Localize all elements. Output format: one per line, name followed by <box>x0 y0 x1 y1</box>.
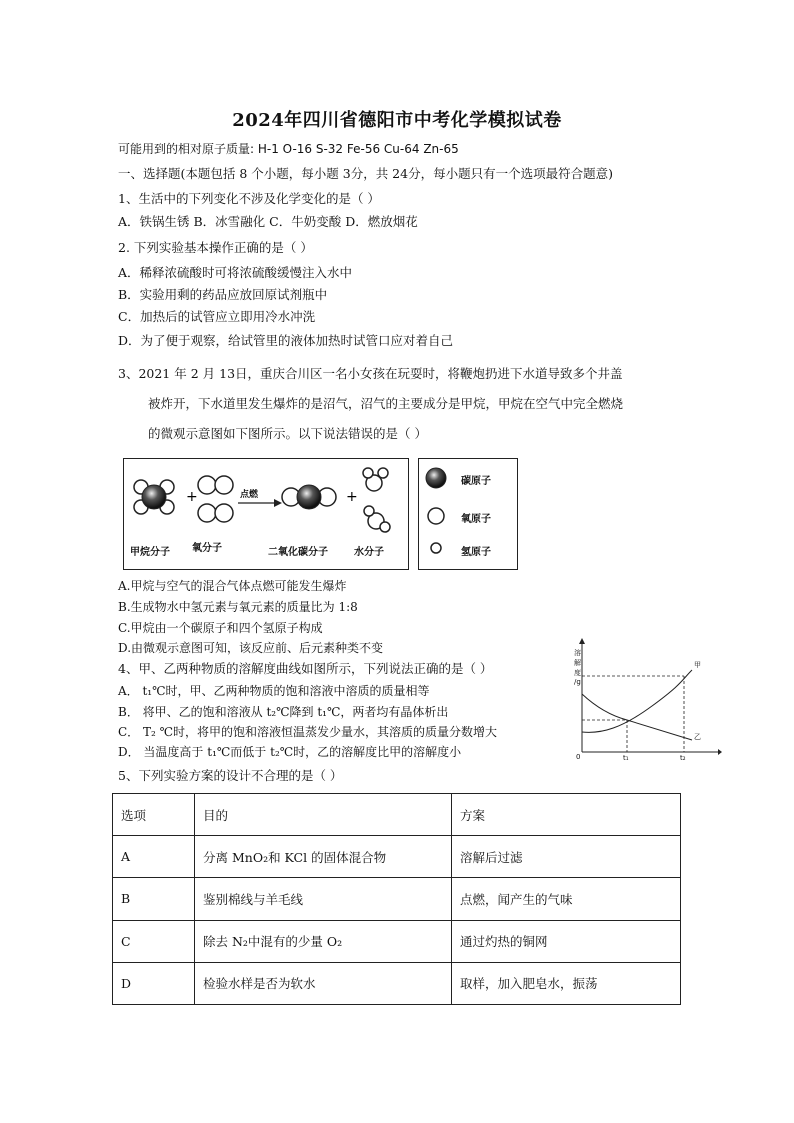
section-heading: 一、选择题(本题包括 8 个小题，每小题 3分，共 24分，每小题只有一个选项最符合题意) <box>118 166 613 181</box>
methane-label: 甲烷分子 <box>130 547 170 558</box>
table-row <box>113 836 681 878</box>
legend-oxygen: 氧原子 <box>461 514 491 525</box>
row-plan: 溶解后过滤 <box>452 836 681 878</box>
water-molecules <box>363 468 390 532</box>
table-row <box>113 920 681 962</box>
graph-ylabel-4: /g <box>574 678 581 686</box>
q2-option-b: B．实验用剩的药品应放回原试剂瓶中 <box>118 287 328 302</box>
row-option: A <box>113 836 195 878</box>
table-header-row <box>113 794 681 836</box>
oxygen-label: 氧分子 <box>192 543 222 554</box>
row-option: C <box>113 920 195 962</box>
graph-t2: t₂ <box>680 754 686 762</box>
hydrogen-atom-symbol <box>431 543 441 553</box>
q5-table <box>112 793 681 1005</box>
q3-option-d: D.由微观示意图可知，该反应前、后元素种类不变 <box>118 641 384 655</box>
q4-option-a: A． t₁℃时，甲、乙两种物质的饱和溶液中溶质的质量相等 <box>118 684 430 698</box>
legend-carbon: 碳原子 <box>461 476 491 487</box>
q4-option-d: D． 当温度高于 t₁℃而低于 t₂℃时，乙的溶解度比甲的溶解度小 <box>118 745 462 759</box>
condition-label: 点燃 <box>240 490 259 500</box>
graph-ylabel-1: 溶 <box>574 649 581 657</box>
header-option: 选项 <box>113 794 195 836</box>
q2-stem: 2. 下列实验基本操作正确的是（ ） <box>118 240 313 255</box>
row-purpose: 鉴别棉线与羊毛线 <box>195 878 452 920</box>
graph-ylabel-2: 解 <box>574 659 581 667</box>
q3-option-a: A.甲烷与空气的混合气体点燃可能发生爆炸 <box>118 579 347 593</box>
row-purpose: 除去 N₂中混有的少量 O₂ <box>195 920 452 962</box>
q3-stem-line3: 的微观示意图如下图所示。以下说法错误的是（ ） <box>148 426 427 441</box>
q3-option-b: B.生成物水中氢元素与氧元素的质量比为 1:8 <box>118 600 358 614</box>
graph-curve-yi: 乙 <box>694 733 701 741</box>
q4-option-c: C． T₂ ℃时，将甲的饱和溶液恒温蒸发少量水，其溶质的质量分数增大 <box>118 725 498 739</box>
row-option: D <box>113 962 195 1004</box>
svg-text:+: + <box>186 489 198 505</box>
solubility-graph <box>572 636 722 770</box>
row-purpose: 检验水样是否为软水 <box>195 962 452 1004</box>
water-label: 水分子 <box>354 547 384 558</box>
carbon-atom-symbol <box>426 468 446 488</box>
table-row <box>113 878 681 920</box>
q4-stem: 4、甲、乙两种物质的溶解度曲线如图所示，下列说法正确的是（ ） <box>118 661 493 676</box>
q3-option-c: C.甲烷由一个碳原子和四个氢原子构成 <box>118 621 323 635</box>
graph-t1: t₁ <box>623 754 629 762</box>
atomic-mass-note: 可能用到的相对原子质量: H-1 O-16 S-32 Fe-56 Cu-64 Zn-65 <box>118 142 459 156</box>
row-option: B <box>113 878 195 920</box>
row-plan: 点燃，闻产生的气味 <box>452 878 681 920</box>
q3-stem-line1: 3、2021 年 2 月 13日，重庆合川区一名小女孩在玩耍时，将鞭炮扔进下水道导致多个井盖 <box>118 366 623 381</box>
graph-curve-jia: 甲 <box>694 661 701 669</box>
q3-stem-line2: 被炸开，下水道里发生爆炸的是沼气，沼气的主要成分是甲烷，甲烷在空气中完全燃烧 <box>148 396 624 411</box>
methane-molecule <box>134 480 174 514</box>
graph-ylabel-3: 度 <box>574 669 581 677</box>
q4-option-b: B． 将甲、乙的饱和溶液从 t₂℃降到 t₁℃，两者均有晶体析出 <box>118 705 449 719</box>
legend-hydrogen: 氢原子 <box>461 547 491 558</box>
table-row <box>113 962 681 1004</box>
q2-option-a: A．稀释浓硫酸时可将浓硫酸缓慢注入水中 <box>118 265 353 280</box>
oxygen-molecules <box>198 476 233 522</box>
q5-stem: 5、下列实验方案的设计不合理的是（ ） <box>118 768 343 783</box>
q2-option-c: C．加热后的试管应立即用冷水冲洗 <box>118 309 316 324</box>
svg-text:+: + <box>346 489 358 505</box>
q1-stem: 1、生活中的下列变化不涉及化学变化的是（ ） <box>118 191 380 206</box>
row-plan: 取样，加入肥皂水，振荡 <box>452 962 681 1004</box>
atom-legend <box>418 458 518 570</box>
header-plan: 方案 <box>452 794 681 836</box>
co2-molecule <box>282 485 336 509</box>
co2-label: 二氧化碳分子 <box>268 547 328 558</box>
row-plan: 通过灼热的铜网 <box>452 920 681 962</box>
header-purpose: 目的 <box>195 794 452 836</box>
solubility-curves <box>572 636 722 770</box>
q2-option-d: D．为了便于观察，给试管里的液体加热时试管口应对着自己 <box>118 333 454 348</box>
page-title: 2024年四川省德阳市中考化学模拟试卷 <box>232 110 562 131</box>
row-purpose: 分离 MnO₂和 KCl 的固体混合物 <box>195 836 452 878</box>
graph-origin: 0 <box>576 753 581 761</box>
oxygen-atom-symbol <box>428 508 444 524</box>
q1-options: A．铁锅生锈 B．冰雪融化 C．牛奶变酸 D．燃放烟花 <box>118 214 418 229</box>
reaction-figure <box>123 458 409 570</box>
